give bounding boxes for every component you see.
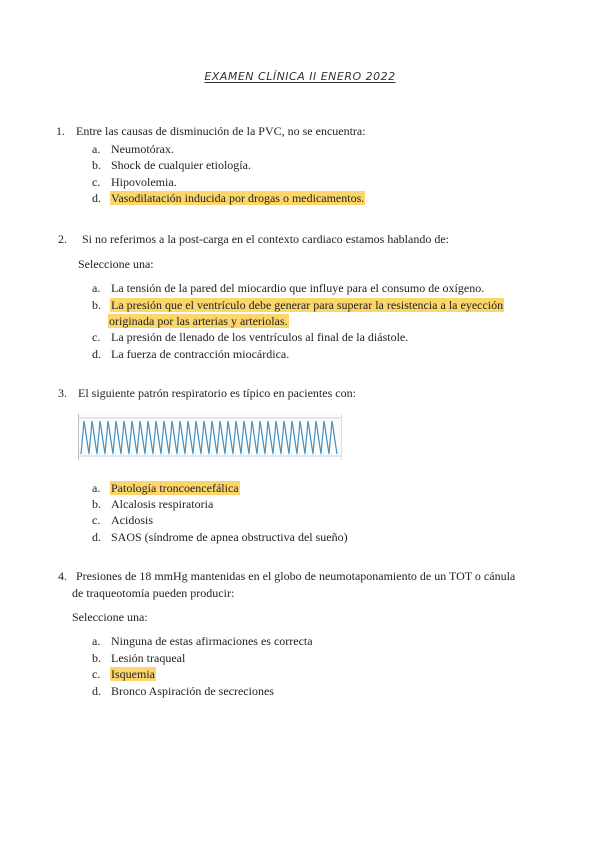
waveform-line bbox=[81, 421, 337, 454]
q2-option-b-line1 bbox=[110, 297, 504, 313]
q4-option-b: Lesión traqueal bbox=[111, 651, 186, 665]
q2-option-d-letter: d. bbox=[92, 347, 101, 361]
q2-option-d: La fuerza de contracción miocárdica. bbox=[111, 347, 290, 361]
q4-option-a-letter: a. bbox=[92, 634, 101, 648]
q2-option-c: La presión de llenado de los ventrículos al final de la diástole. bbox=[111, 330, 409, 344]
q4-option-c-highlighted bbox=[110, 666, 156, 682]
q1-answer-highlight: Vasodilatación inducida por drogas o medicamentos. bbox=[111, 191, 365, 205]
q4-text: Presiones de 18 mmHg mantenidas en el globo de neumotaponamiento de un TOT o cánula bbox=[76, 569, 516, 583]
q4-prompt: Seleccione una: bbox=[72, 610, 148, 624]
q3-option-d: SAOS (síndrome de apnea obstructiva del sueño) bbox=[111, 530, 348, 544]
q4-option-d: Bronco Aspiración de secreciones bbox=[111, 684, 274, 698]
q2-option-b-line2 bbox=[108, 313, 289, 329]
q2-option-b-letter: b. bbox=[92, 298, 101, 312]
q1-option-c-letter: c. bbox=[92, 175, 101, 189]
q1-option-d-highlighted bbox=[110, 190, 365, 206]
q3-number: 3. bbox=[58, 386, 67, 400]
respiratory-waveform bbox=[79, 414, 341, 460]
q2-prompt: Seleccione una: bbox=[78, 257, 154, 271]
q1-option-b-letter: b. bbox=[92, 158, 101, 172]
q1-option-a: Neumotórax. bbox=[111, 142, 174, 156]
q3-option-c: Acidosis bbox=[111, 513, 153, 527]
q3-option-a-letter: a. bbox=[92, 481, 101, 495]
q1-option-b: Shock de cualquier etiología. bbox=[111, 158, 251, 172]
q4-text-line2: de traqueotomía pueden producir: bbox=[72, 586, 235, 600]
q3-option-b: Alcalosis respiratoria bbox=[111, 497, 214, 511]
q4-option-a: Ninguna de estas afirmaciones es correcta bbox=[111, 634, 313, 648]
q3-text: El siguiente patrón respiratorio es típico en pacientes con: bbox=[78, 386, 356, 400]
q4-number: 4. bbox=[58, 569, 67, 583]
exam-title: EXAMEN CLÍNICA II ENERO 2022 bbox=[204, 70, 396, 83]
q3-option-d-letter: d. bbox=[92, 530, 101, 544]
q4-option-c-letter: c. bbox=[92, 667, 101, 681]
q3-option-c-letter: c. bbox=[92, 513, 101, 527]
q2-answer-highlight-1: La presión que el ventrículo debe generar para superar la resistencia a la eyección bbox=[111, 298, 504, 312]
q3-answer-highlight: Patología troncoencefálica bbox=[111, 481, 239, 495]
q2-option-a: La tensión de la pared del miocardio que influye para el consumo de oxígeno. bbox=[111, 281, 485, 295]
q1-option-a-letter: a. bbox=[92, 142, 101, 156]
q2-number: 2. bbox=[58, 232, 67, 246]
q1-number: 1. bbox=[56, 124, 65, 138]
q4-answer-highlight: Isquemia bbox=[111, 667, 155, 681]
q2-option-a-letter: a. bbox=[92, 281, 101, 295]
q4-option-d-letter: d. bbox=[92, 684, 101, 698]
q2-text: Si no referimos a la post-carga en el contexto cardiaco estamos hablando de: bbox=[82, 232, 449, 246]
q2-option-c-letter: c. bbox=[92, 330, 101, 344]
q4-option-b-letter: b. bbox=[92, 651, 101, 665]
q3-option-a-highlighted bbox=[110, 480, 240, 496]
q1-option-d-letter: d. bbox=[92, 191, 101, 205]
q1-option-c: Hipovolemia. bbox=[111, 175, 177, 189]
q1-text: Entre las causas de disminución de la PVC, no se encuentra: bbox=[76, 124, 366, 138]
q3-option-b-letter: b. bbox=[92, 497, 101, 511]
respiratory-pattern-image bbox=[78, 414, 342, 460]
q2-answer-highlight-2: originada por las arterias y arteriolas. bbox=[109, 314, 288, 328]
